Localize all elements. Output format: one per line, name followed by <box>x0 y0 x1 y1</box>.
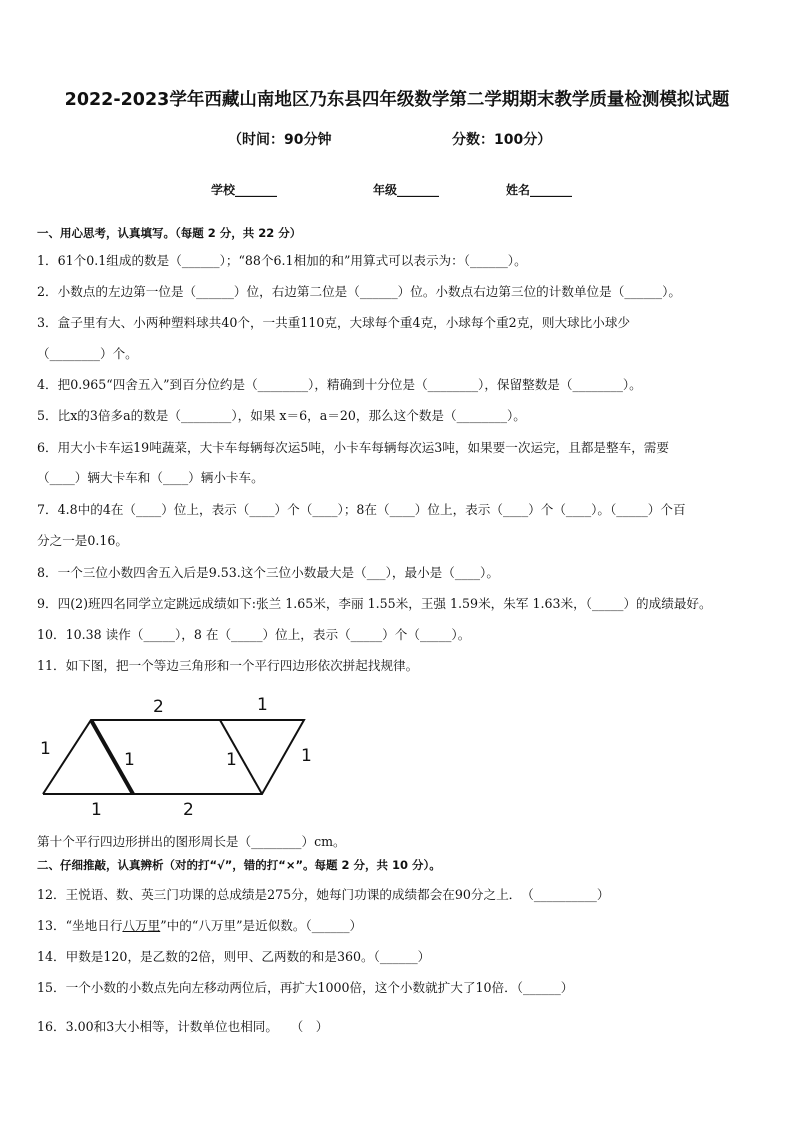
exam-time: （时间：90分钟 <box>228 132 332 148</box>
question-6-cont: （____）辆大卡车和（____）辆小卡车。 <box>37 470 264 485</box>
question-1: 1．61个0.1组成的数是（______）；“88个6.1相加的和”用算式可以表示为：（______）。 <box>37 253 527 268</box>
question-14: 14．甲数是120，是乙数的2倍，则甲、乙两数的和是360。（______） <box>37 949 431 964</box>
figure-label-inner-left: 1 <box>124 750 135 770</box>
figure-label-top-left: 2 <box>153 697 164 717</box>
exam-score: 分数：100分） <box>452 132 552 148</box>
question-11: 11．如下图，把一个等边三角形和一个平行四边形依次拼起找规律。 <box>37 658 419 673</box>
figure-label-bottom-right: 2 <box>183 800 194 820</box>
question-11-answer: 第十个平行四边形拼出的图形周长是（________）cm。 <box>37 834 346 849</box>
figure-label-inner-right: 1 <box>226 750 237 770</box>
section-2-heading: 二、仔细推敲，认真辨析（对的打“√”，错的打“×”。每题 2 分，共 10 分）。 <box>37 858 441 872</box>
school-field[interactable]: 学校_______ <box>211 183 278 197</box>
page-title: 2022-2023学年西藏山南地区乃东县四年级数学第二学期期末教学质量检测模拟试题 <box>64 90 730 110</box>
question-13-part-a: 13．“坐地日行 <box>37 918 123 933</box>
triangle-parallelogram-figure <box>30 690 330 820</box>
figure-label-left: 1 <box>40 739 51 759</box>
question-13-part-b: ”中的“八万里”是近似数。（______） <box>160 918 363 933</box>
question-3-cont: （________）个。 <box>37 346 138 361</box>
question-9: 9．四(2)班四名同学立定跳远成绩如下:张兰 1.65米，李丽 1.55米，王强 1.59米，朱军 1.63米，（_____）的成绩最好。 <box>37 596 712 611</box>
figure-label-right: 1 <box>301 746 312 766</box>
figure-outline <box>43 720 304 794</box>
question-7-cont: 分之一是0.16。 <box>37 533 129 548</box>
figure-label-top-right: 1 <box>257 695 268 715</box>
question-12: 12．王悦语、数、英三门功课的总成绩是275分，她每门功课的成绩都会在90分之上． （__________） <box>37 887 610 902</box>
question-4: 4．把0.965“四舍五入”到百分位约是（________），精确到十分位是（________），保留整数是（________）。 <box>37 377 642 392</box>
question-15: 15．一个小数的小数点先向左移动两位后，再扩大1000倍，这个小数就扩大了10倍．（______） <box>37 980 574 995</box>
grade-field[interactable]: 年级_______ <box>373 183 440 197</box>
question-16: 16．3.00和3大小相等，计数单位也相同。 （ ） <box>37 1019 329 1034</box>
section-1-heading: 一、用心思考，认真填写。（每题 2 分，共 22 分） <box>37 226 302 240</box>
question-6: 6．用大小卡车运19吨蔬菜，大卡车每辆每次运5吨，小卡车每辆每次运3吨，如果要一次运完，且都是整车，需要 <box>37 440 669 455</box>
question-3: 3．盒子里有大、小两种塑料球共40个，一共重110克，大球每个重4克，小球每个重2克，则大球比小球少 <box>37 315 631 330</box>
question-13 <box>37 915 362 934</box>
question-8: 8．一个三位小数四舍五入后是9.53.这个三位小数最大是（___），最小是（____）。 <box>37 565 499 580</box>
question-10: 10．10.38 读作（_____），8 在（_____）位上，表示（_____）个（_____）。 <box>37 627 471 642</box>
name-field[interactable]: 姓名_______ <box>506 183 573 197</box>
question-13-underlined: 八万里 <box>122 918 161 933</box>
question-7: 7．4.8中的4在（____）位上，表示（____）个（____）；8在（____）位上，表示（____）个（____）。（_____）个百 <box>37 502 686 517</box>
question-5: 5．比x的3倍多a的数是（________），如果 x＝6，a＝20，那么这个数是（________）。 <box>37 408 526 423</box>
question-2: 2．小数点的左边第一位是（______）位，右边第二位是（______）位。小数点右边第三位的计数单位是（______）。 <box>37 284 681 299</box>
figure-label-bottom-left: 1 <box>91 800 102 820</box>
